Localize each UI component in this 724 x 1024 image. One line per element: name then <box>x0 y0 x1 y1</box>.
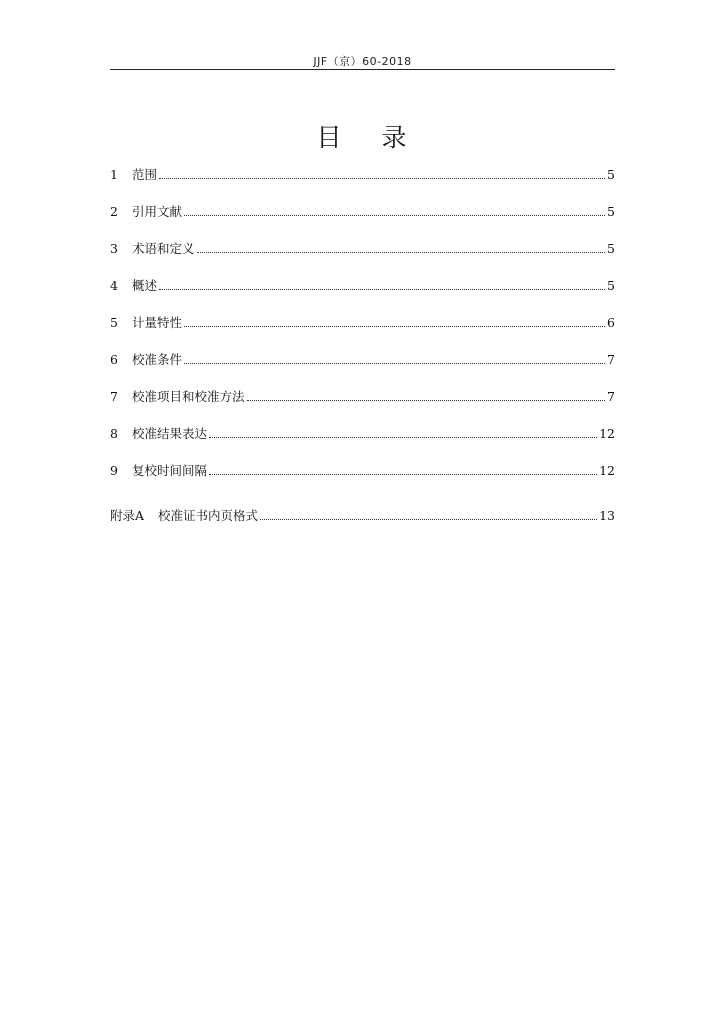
toc-entry-title: 概述 <box>132 278 158 293</box>
dot-leader <box>260 519 597 520</box>
toc-entry-page: 12 <box>599 463 615 478</box>
document-code-header: JJF（京）60-2018 <box>313 55 412 68</box>
toc-entry-page: 5 <box>607 278 615 293</box>
toc-entry[interactable] <box>110 350 615 370</box>
toc-entry-page: 5 <box>607 204 615 219</box>
toc-entry-number: 3 <box>110 241 118 256</box>
dot-leader <box>184 363 605 364</box>
toc-entry-title: 复校时间间隔 <box>132 463 208 478</box>
toc-title-left: 目 <box>316 123 344 152</box>
dot-leader <box>184 215 605 216</box>
dot-leader <box>159 178 605 179</box>
toc-entry[interactable] <box>110 424 615 444</box>
dot-leader <box>159 289 605 290</box>
header-divider <box>110 69 615 70</box>
toc-entry-number: 9 <box>110 463 118 478</box>
toc-entry-number: 4 <box>110 278 118 293</box>
toc-entry-number: 6 <box>110 352 118 367</box>
toc-entry-title: 引用文献 <box>132 204 183 219</box>
toc-entry[interactable] <box>110 165 615 185</box>
toc-entry-number: 8 <box>110 426 118 441</box>
toc-entry-number: 5 <box>110 315 118 330</box>
toc-entry-title: 术语和定义 <box>132 241 195 256</box>
toc-entry-number: 1 <box>110 167 118 182</box>
dot-leader <box>184 326 605 327</box>
toc-title-right: 录 <box>381 123 409 152</box>
toc-entry[interactable] <box>110 461 615 481</box>
toc-entry-page: 13 <box>599 508 615 523</box>
toc-title <box>110 118 615 154</box>
toc-entry-title: 范围 <box>132 167 158 182</box>
toc-entry-appendix[interactable] <box>110 506 615 526</box>
toc-entry-title: 校准证书内页格式 <box>158 508 259 523</box>
toc-entry-page: 5 <box>607 167 615 182</box>
toc-entry-number: 7 <box>110 389 118 404</box>
toc-entry[interactable] <box>110 239 615 259</box>
toc-entry-page: 5 <box>607 241 615 256</box>
toc-entry-page: 7 <box>607 352 615 367</box>
toc-entry-page: 6 <box>607 315 615 330</box>
toc-entry[interactable] <box>110 276 615 296</box>
toc-entry-number: 2 <box>110 204 118 219</box>
toc-entry[interactable] <box>110 313 615 333</box>
toc-entry-title: 校准结果表达 <box>132 426 208 441</box>
toc-entry-title: 校准项目和校准方法 <box>132 389 245 404</box>
toc-entry-title: 校准条件 <box>132 352 183 367</box>
dot-leader <box>209 437 597 438</box>
dot-leader <box>197 252 605 253</box>
dot-leader <box>247 400 605 401</box>
toc-entry[interactable] <box>110 387 615 407</box>
toc-entry-page: 7 <box>607 389 615 404</box>
toc-entry[interactable] <box>110 202 615 222</box>
toc-entry-page: 12 <box>599 426 615 441</box>
dot-leader <box>209 474 597 475</box>
toc-entry-title: 计量特性 <box>132 315 183 330</box>
toc-entry-number: 附录A <box>110 508 145 523</box>
